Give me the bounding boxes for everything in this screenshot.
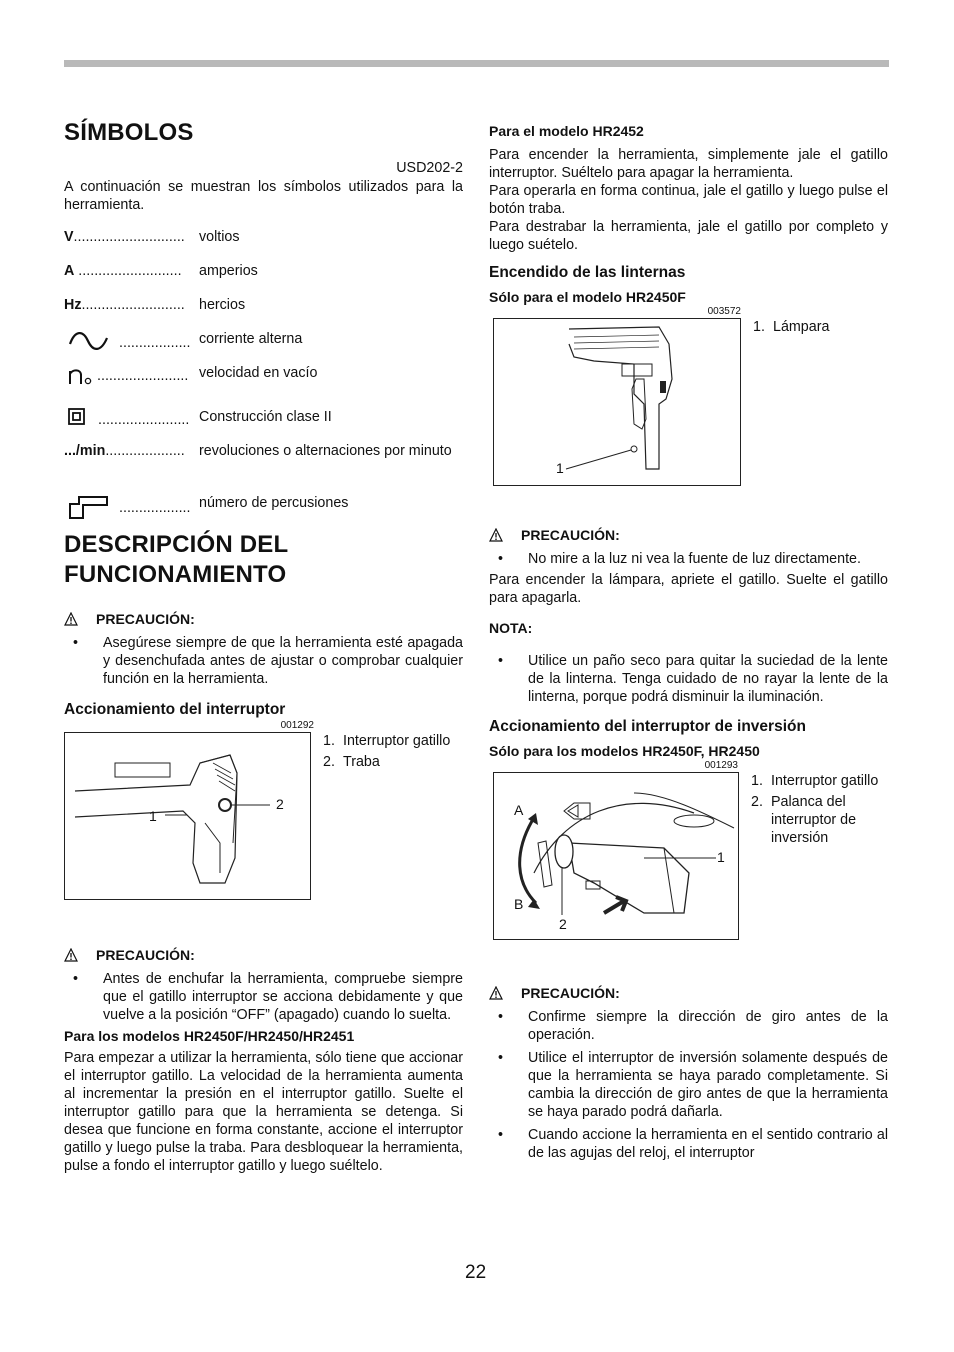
simbolos-code: USD202-2 — [396, 160, 463, 176]
symbol-row-ac — [64, 330, 463, 364]
hr2452-p2: Para operarla en forma continua, jale el gatillo y luego pulse el botón traba. — [489, 183, 888, 217]
legend-item: Lámpara — [773, 319, 830, 335]
figure-legend: 1. Interruptor gatillo 2. Palanca del interruptor de inversión — [751, 773, 879, 846]
warning-icon — [489, 528, 503, 542]
legend-item: Traba — [343, 754, 380, 770]
figure-legend: 1. Interruptor gatillo 2. Traba — [323, 733, 451, 770]
callout-1: 1 — [717, 849, 725, 865]
list-item: • Utilice un paño seco para quitar la suciedad de la lente de la linterna. Tenga cuidado de no rayar la lente de la linterna, porque podrá disminuir la iluminación. — [489, 652, 888, 706]
warning-icon — [64, 948, 78, 962]
caution-label: PRECAUCIÓN: — [64, 610, 463, 628]
switch-heading: Accionamiento del interruptor — [64, 701, 286, 718]
hr2452-heading: Para el modelo HR2452 — [489, 123, 644, 139]
symbol-key: Hz — [64, 297, 82, 313]
lamp-sub: Sólo para el modelo HR2450F — [489, 289, 686, 305]
leader-dots: .......................... — [81, 297, 185, 313]
leader-dots: .................. — [119, 500, 191, 516]
list-item: • Cuando accione la herramienta en el sentido contrario al de las agujas del reloj, el interruptor — [489, 1126, 888, 1162]
drill-switch-drawing — [65, 733, 310, 899]
simbolos-intro: A continuación se muestran los símbolos utilizados para la herramienta. — [64, 179, 463, 213]
caution-list — [489, 1008, 888, 1162]
switch-illustration — [64, 732, 311, 900]
symbol-row-hz — [64, 296, 463, 330]
list-item: • Asegúrese siempre de que la herramienta esté apagada y desenchufada antes de ajustar o comprobar cualquier función en la herramienta. — [64, 634, 463, 688]
symbol-row-hammer — [64, 494, 463, 528]
caution-label: PRECAUCIÓN: — [489, 526, 888, 544]
list-item: • Utilice el interruptor de inversión solamente después de que la herramienta se haya parado completamente. Si cambia la dirección de giro antes de que la herramienta se haya parado podrá dañarla. — [489, 1049, 888, 1121]
symbol-row-class2 — [64, 408, 463, 442]
top-rule — [64, 60, 889, 67]
symbol-row-noload — [64, 364, 463, 408]
caution-list — [64, 634, 463, 688]
reverse-sub: Sólo para los modelos HR2450F, HR2450 — [489, 743, 760, 759]
legend-item: Palanca del interruptor de inversión — [771, 794, 857, 846]
hammer-icon — [67, 494, 111, 520]
figure-code: 003572 — [707, 306, 741, 317]
symbol-value: voltios — [199, 229, 240, 245]
right-column — [489, 122, 888, 1162]
simbolos-title: SÍMBOLOS — [64, 119, 194, 146]
left-column — [64, 118, 463, 1175]
descripcion-title-line1: DESCRIPCIÓN DEL — [64, 531, 289, 558]
callout-2: 2 — [276, 796, 284, 812]
warning-icon — [64, 612, 78, 626]
list-item: • Confirme siempre la dirección de giro antes de la operación. — [489, 1008, 888, 1044]
switch-figure — [64, 732, 463, 900]
models-heading: Para los modelos HR2450F/HR2450/HR2451 — [64, 1028, 355, 1044]
reverse-figure — [489, 772, 888, 940]
leader-dots: ....................... — [98, 412, 190, 428]
drill-lamp-drawing — [494, 319, 740, 485]
reverse-illustration — [493, 772, 739, 940]
symbol-value: Construcción clase II — [199, 409, 332, 425]
lamp-figure — [489, 318, 888, 486]
figure-code: 001293 — [704, 760, 738, 771]
callout-b: B — [514, 896, 524, 912]
symbol-value: amperios — [199, 263, 258, 279]
figure-legend: 1. Lámpara — [753, 319, 830, 335]
ac-wave-icon — [67, 330, 111, 352]
symbol-key: V — [64, 229, 74, 245]
reverse-heading: Accionamiento del interruptor de inversión — [489, 718, 806, 735]
nota-list — [489, 652, 888, 706]
symbol-value: hercios — [199, 297, 246, 313]
caution-label: PRECAUCIÓN: — [64, 946, 463, 964]
hr2452-p3: Para destrabar la herramienta, jale el gatillo por completo y luego suételo. — [489, 219, 888, 253]
leader-dots: .......................... — [74, 263, 182, 279]
nota-label: NOTA: — [489, 620, 533, 636]
lamp-heading: Encendido de las linternas — [489, 264, 686, 281]
symbol-table — [64, 228, 463, 528]
reverse-switch-drawing — [494, 773, 738, 939]
leader-dots: ....................... — [97, 368, 189, 384]
symbol-row-min — [64, 442, 463, 494]
symbol-row-v — [64, 228, 463, 262]
legend-item: Interruptor gatillo — [343, 733, 451, 749]
page-number: 22 — [465, 1262, 487, 1283]
hr2452-p1: Para encender la herramienta, simplemente jale el gatillo interruptor. Suéltelo para apagar la herramienta. — [489, 147, 888, 181]
descripcion-title-line2: FUNCIONAMIENTO — [64, 561, 287, 588]
callout-1: 1 — [149, 808, 157, 824]
figure-code: 001292 — [280, 720, 314, 731]
list-item: • Antes de enchufar la herramienta, compruebe siempre que el gatillo interruptor se acciona debidamente y que vuelve a la posición “OFF” (apagado) cuando lo suelta. — [64, 970, 463, 1024]
symbol-value: revoluciones o alternaciones por minuto — [199, 443, 452, 459]
legend-item: Interruptor gatillo — [771, 773, 879, 789]
caution-list — [64, 970, 463, 1024]
symbol-value: número de percusiones — [199, 495, 349, 511]
descripcion-title — [64, 530, 463, 590]
symbol-value: velocidad en vacío — [199, 365, 318, 381]
symbol-key: .../min — [64, 443, 106, 459]
caution-list — [489, 550, 888, 568]
callout-a: A — [514, 802, 524, 818]
symbol-value: corriente alterna — [199, 331, 303, 347]
caution-label: PRECAUCIÓN: — [489, 984, 888, 1002]
lamp-illustration — [493, 318, 741, 486]
callout-2: 2 — [559, 916, 567, 932]
symbol-key: A — [64, 263, 75, 279]
leader-dots: .................. — [119, 335, 191, 351]
no-load-speed-icon — [67, 364, 97, 388]
list-item: • No mire a la luz ni vea la fuente de luz directamente. — [489, 550, 888, 568]
callout-1: 1 — [556, 460, 564, 476]
symbol-row-a — [64, 262, 463, 296]
leader-dots: .................... — [105, 443, 185, 459]
leader-dots: ............................ — [73, 229, 185, 245]
class-ii-icon — [68, 408, 98, 426]
models-text: Para empezar a utilizar la herramienta, sólo tiene que accionar el interruptor gatillo. La velocidad de la herramienta aumenta al incrementar la presión en el interruptor gatillo. Suelte el interruptor gatillo para que la herramienta se detenga. Si desea que funcione en forma constante, accione el interruptor gatillo y luego pulse la traba. Para desbloquear la herramienta, pulse a fondo el interruptor gatillo y luego suéltelo. — [64, 1050, 463, 1174]
lamp-text: Para encender la lámpara, apriete el gatillo. Suelte el gatillo para apagarla. — [489, 572, 888, 606]
warning-icon — [489, 986, 503, 1000]
